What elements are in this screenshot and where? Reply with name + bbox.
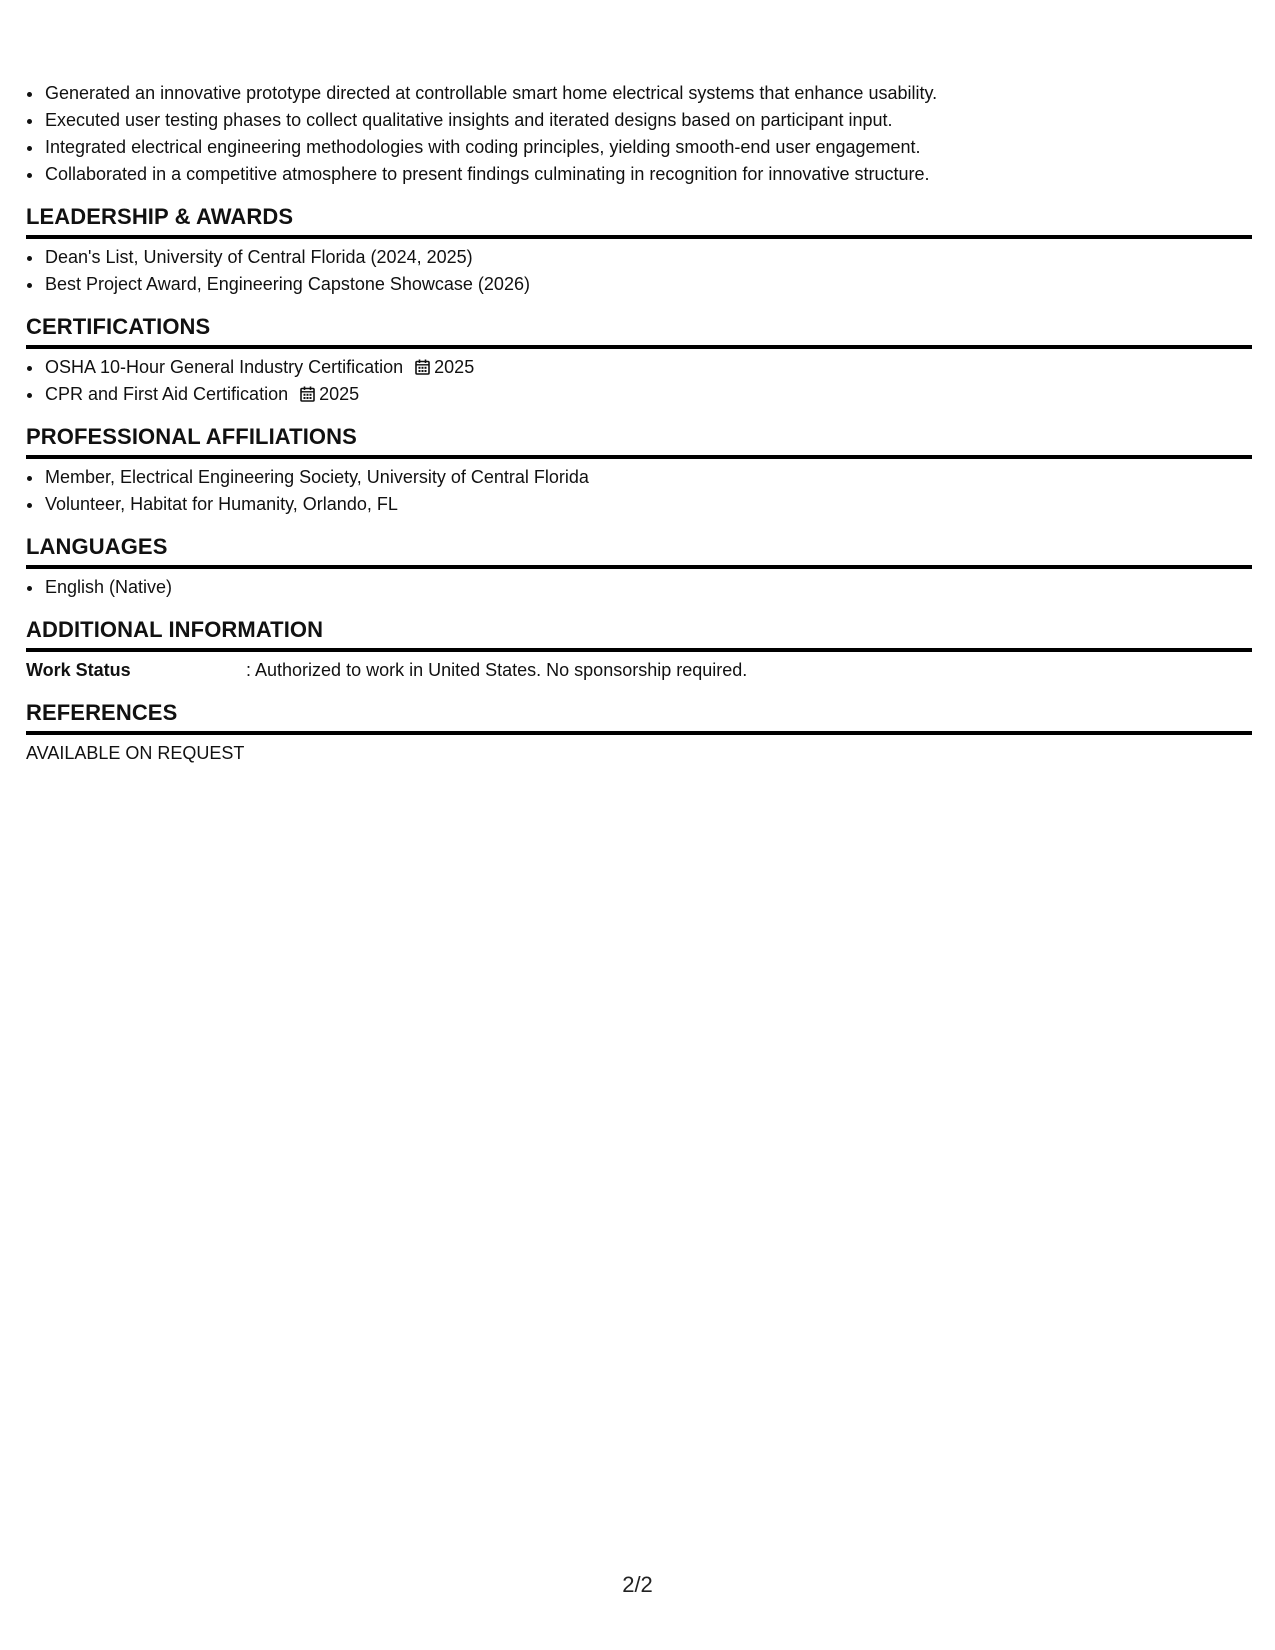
languages-section [26,532,1252,601]
references-section [26,698,1252,767]
section-title: LEADERSHIP & AWARDS [26,202,1252,239]
certification-year: 2025 [434,357,475,377]
list-item: • Best Project Award, Engineering Capstone Showcase (2026) [44,271,1252,298]
section-title: CERTIFICATIONS [26,312,1252,349]
section-title: ADDITIONAL INFORMATION [26,615,1252,652]
section-title: PROFESSIONAL AFFILIATIONS [26,422,1252,459]
leadership-section [26,202,1252,298]
calendar-icon [415,359,430,375]
certifications-list [26,354,1252,408]
references-text: AVAILABLE ON REQUEST [26,743,245,763]
certification-name: OSHA 10-Hour General Industry Certification [45,357,404,377]
list-item: • Member, Electrical Engineering Society, University of Central Florida [44,464,1252,491]
section-title: LANGUAGES [26,532,1252,569]
list-item: • Dean's List, University of Central Florida (2024, 2025) [44,244,1252,271]
list-item [44,354,1252,381]
list-item: • Generated an innovative prototype directed at controllable smart home electrical systems that enhance usability. [44,80,1252,107]
list-item: • Executed user testing phases to collect qualitative insights and iterated designs based on participant input. [44,107,1252,134]
additional-info-section [26,615,1252,684]
affiliations-section [26,422,1252,518]
section-title: REFERENCES [26,698,1252,735]
affiliations-list [26,464,1252,518]
languages-list [26,574,1252,601]
list-item: • Collaborated in a competitive atmosphere to present findings culminating in recognition for innovative structure. [44,161,1252,188]
work-status-label: Work Status [26,660,131,680]
list-item: • Volunteer, Habitat for Humanity, Orlando, FL [44,491,1252,518]
page-number: 2/2 [622,1572,653,1597]
resume-page [26,80,1252,767]
certifications-section [26,312,1252,408]
project-bullet-list [26,80,1252,188]
work-status-row [26,657,1252,684]
calendar-icon [300,386,315,402]
work-status-value: : Authorized to work in United States. No sponsorship required. [246,660,748,680]
list-item [44,381,1252,408]
list-item: • Integrated electrical engineering methodologies with coding principles, yielding smooth-end user engagement. [44,134,1252,161]
certification-year: 2025 [319,384,360,404]
certification-name: CPR and First Aid Certification [45,384,289,404]
list-item: • English (Native) [44,574,1252,601]
leadership-list [26,244,1252,298]
